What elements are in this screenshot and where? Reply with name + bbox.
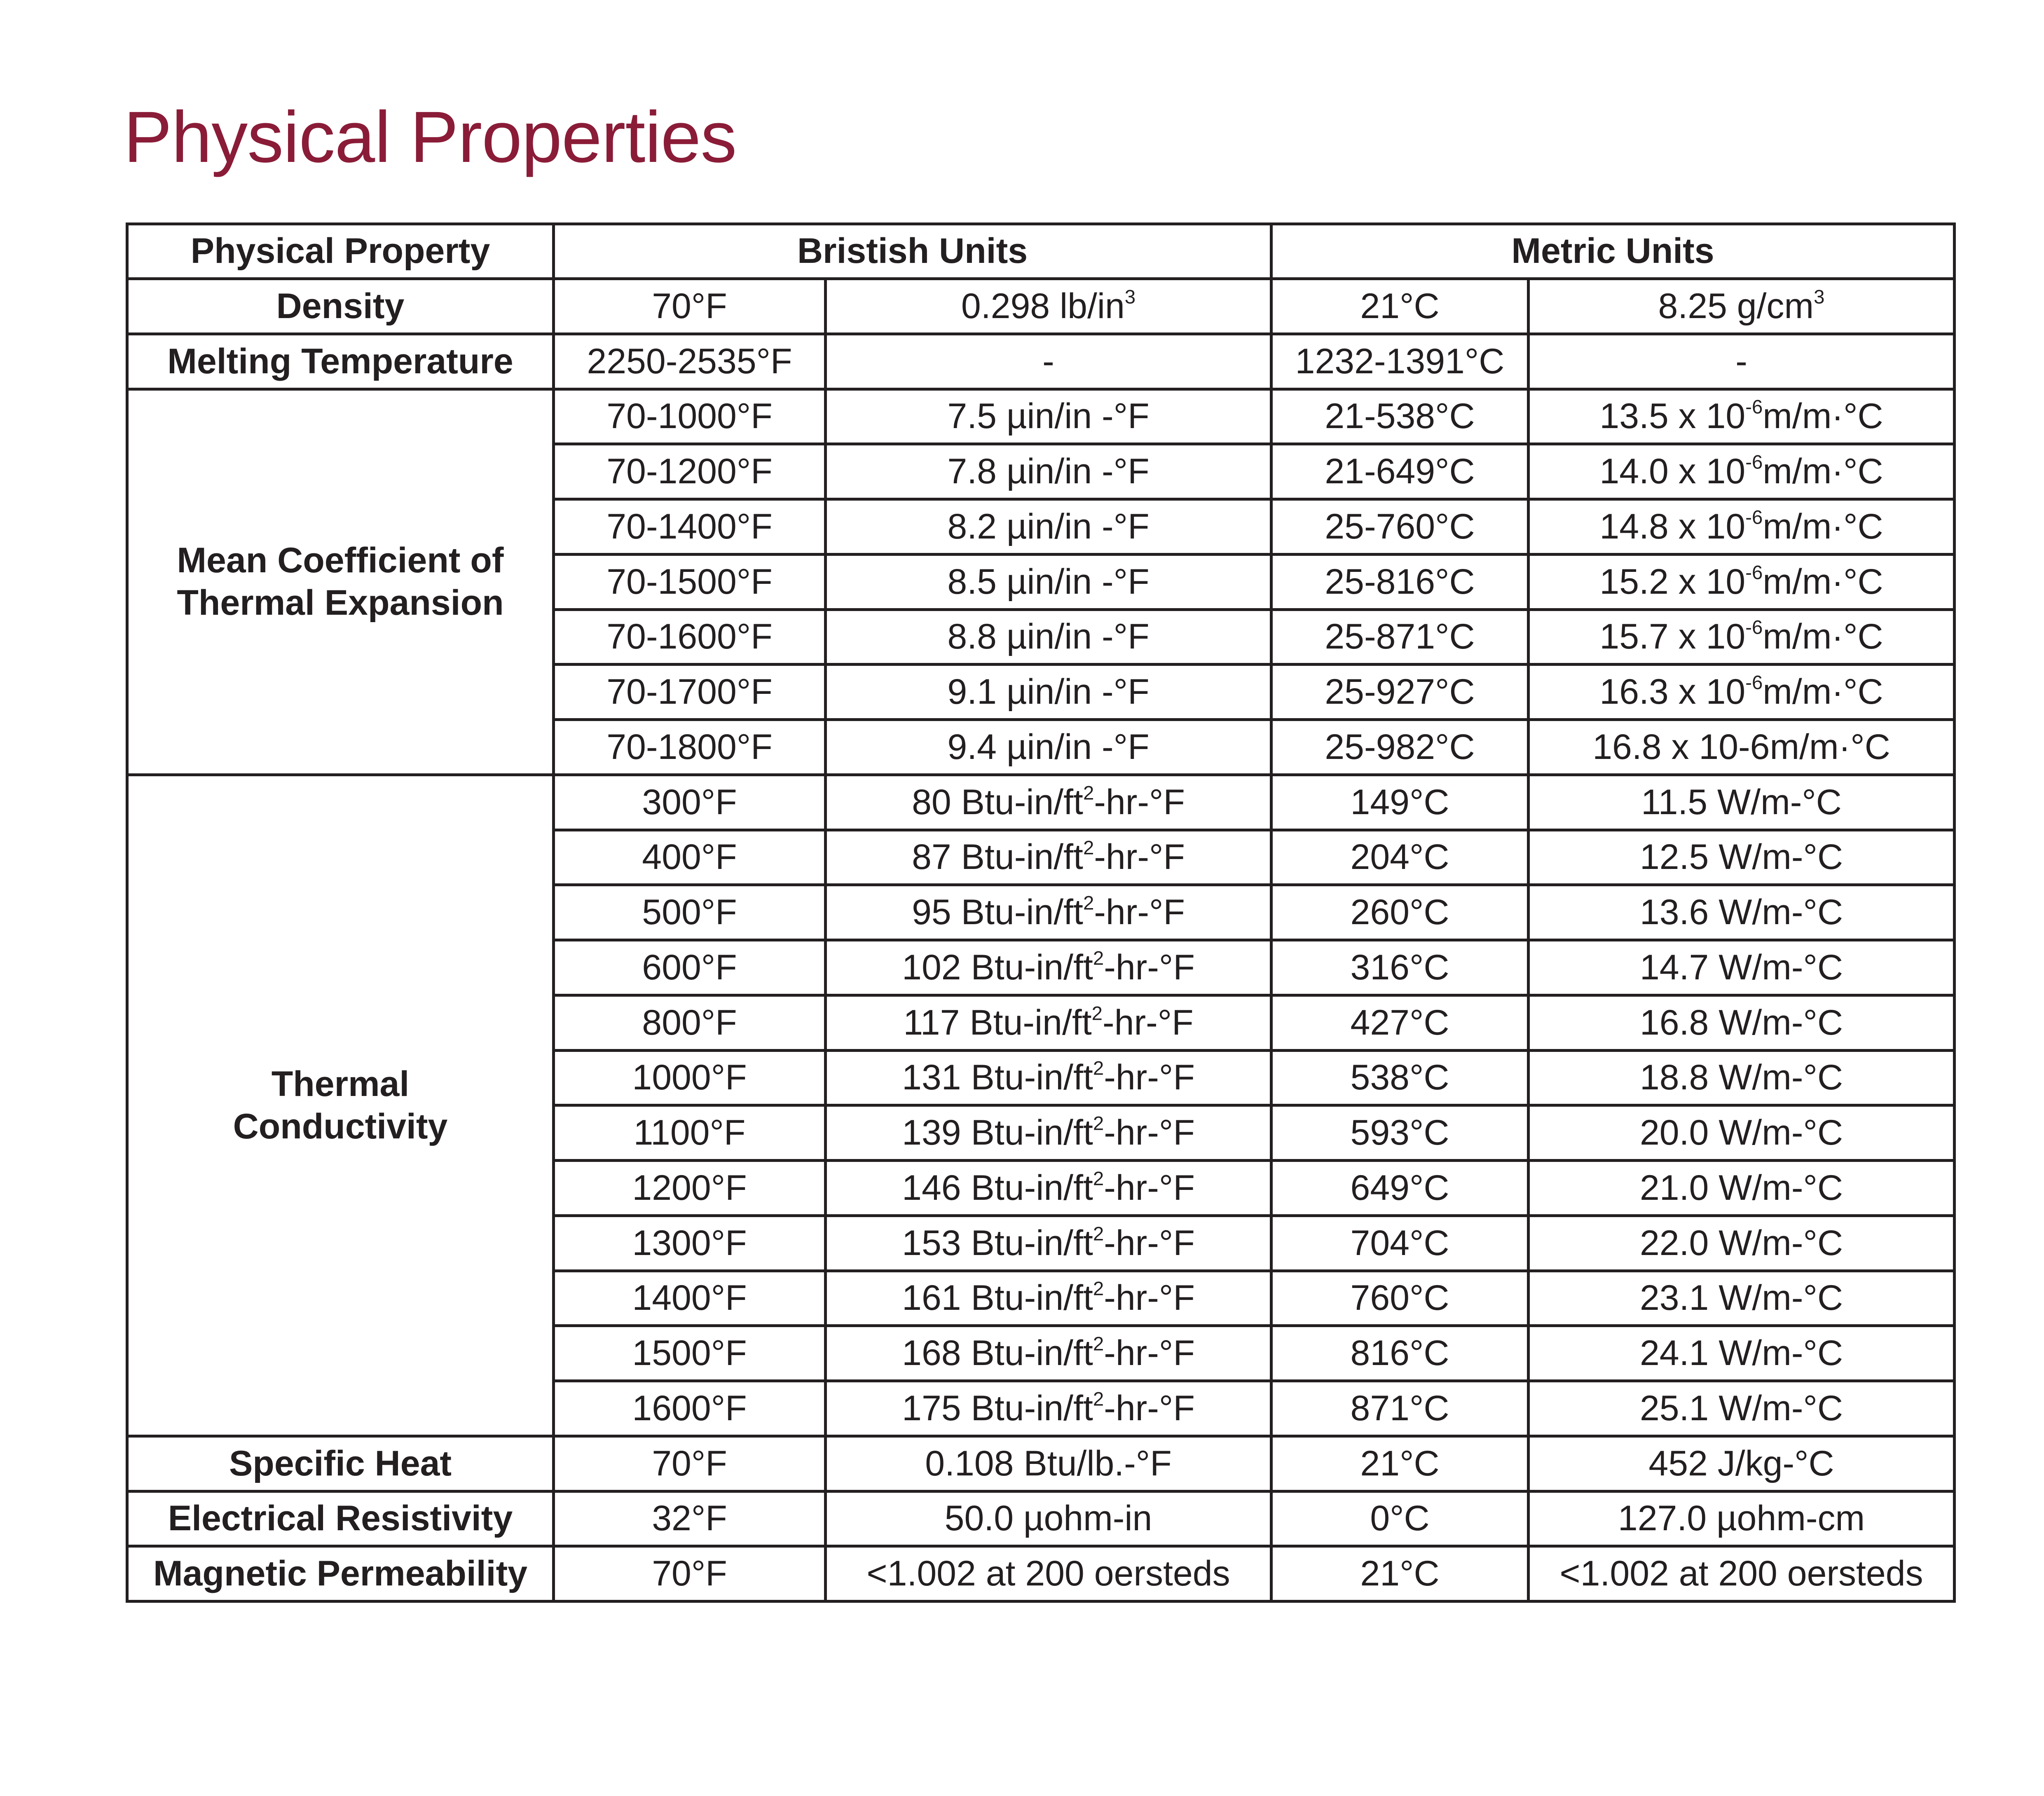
metric-temp: 25-982°C <box>1271 720 1529 775</box>
superscript: 2 <box>1093 1223 1104 1245</box>
property-thermal-expansion: Mean Coefficient of Thermal Expansion <box>127 389 554 775</box>
british-temp: 70-1700°F <box>554 665 826 720</box>
metric-value <box>1529 499 1955 555</box>
british-value <box>826 1326 1271 1381</box>
british-value: - <box>826 334 1271 389</box>
property-thermal-conductivity: Thermal Conductivity <box>127 775 554 1436</box>
british-value <box>826 885 1271 940</box>
metric-value <box>1529 720 1955 775</box>
british-temp: 70-1000°F <box>554 389 826 444</box>
superscript: 2 <box>1093 1057 1104 1079</box>
metric-temp: 25-816°C <box>1271 554 1529 609</box>
metric-temp: 25-927°C <box>1271 665 1529 720</box>
british-temp: 1300°F <box>554 1215 826 1271</box>
british-temp: 1100°F <box>554 1105 826 1161</box>
metric-temp: 760°C <box>1271 1271 1529 1326</box>
british-value: 8.5 µin/in -°F <box>826 554 1271 609</box>
value-text: 161 Btu-in/ft <box>902 1278 1093 1318</box>
british-temp: 32°F <box>554 1491 826 1546</box>
value-text: 13.5 x 10 <box>1599 396 1746 436</box>
superscript: -6 <box>1745 506 1763 529</box>
british-value <box>826 775 1271 830</box>
british-temp: 70-1800°F <box>554 720 826 775</box>
metric-value: 452 J/kg-°C <box>1529 1436 1955 1491</box>
british-value: 8.8 µin/in -°F <box>826 609 1271 665</box>
table-row <box>127 334 1955 389</box>
british-temp: 1500°F <box>554 1326 826 1381</box>
physical-properties-table <box>126 222 1956 1603</box>
value-text: 168 Btu-in/ft <box>902 1333 1093 1373</box>
value-unit: -hr-°F <box>1104 1333 1195 1373</box>
value-text: 14.0 x 10 <box>1599 452 1746 492</box>
superscript: -6 <box>1745 562 1763 584</box>
british-value: 50.0 µohm-in <box>826 1491 1271 1546</box>
british-temp: 500°F <box>554 885 826 940</box>
value-unit: m/m·°C <box>1763 672 1883 712</box>
british-temp: 300°F <box>554 775 826 830</box>
value-text: 146 Btu-in/ft <box>902 1168 1093 1208</box>
metric-temp: 21°C <box>1271 279 1529 334</box>
metric-temp: 25-871°C <box>1271 609 1529 665</box>
metric-value: 18.8 W/m-°C <box>1529 1050 1955 1105</box>
metric-temp: 149°C <box>1271 775 1529 830</box>
header-british-units: Bristish Units <box>554 224 1271 279</box>
metric-temp: 204°C <box>1271 830 1529 885</box>
value-text: 0.298 lb/in <box>961 286 1125 326</box>
british-value <box>826 1215 1271 1271</box>
superscript: 2 <box>1093 1333 1104 1355</box>
metric-temp: 427°C <box>1271 995 1529 1050</box>
metric-value: - <box>1529 334 1955 389</box>
british-value: 0.108 Btu/lb.-°F <box>826 1436 1271 1491</box>
british-value <box>826 830 1271 885</box>
value-text: 16.8 x 10-6m/m·°C <box>1592 727 1890 767</box>
table-row <box>127 1546 1955 1602</box>
british-value: 7.5 µin/in -°F <box>826 389 1271 444</box>
metric-temp: 1232-1391°C <box>1271 334 1529 389</box>
value-unit: -hr-°F <box>1104 1168 1195 1208</box>
british-value <box>826 1105 1271 1161</box>
value-text: 175 Btu-in/ft <box>902 1388 1093 1428</box>
metric-value <box>1529 444 1955 499</box>
british-value <box>826 940 1271 995</box>
metric-temp: 593°C <box>1271 1105 1529 1161</box>
british-temp: 1200°F <box>554 1161 826 1216</box>
value-text: 139 Btu-in/ft <box>902 1113 1093 1153</box>
value-text: 15.7 x 10 <box>1599 617 1746 657</box>
property-electrical-resistivity: Electrical Resistivity <box>127 1491 554 1546</box>
metric-temp: 649°C <box>1271 1161 1529 1216</box>
superscript: -6 <box>1745 451 1763 473</box>
metric-value: 24.1 W/m-°C <box>1529 1326 1955 1381</box>
header-row <box>127 224 1955 279</box>
metric-value: 12.5 W/m-°C <box>1529 830 1955 885</box>
british-temp: 70°F <box>554 1546 826 1602</box>
british-temp: 600°F <box>554 940 826 995</box>
table-row <box>127 775 1955 830</box>
value-text: 80 Btu-in/ft <box>912 782 1083 822</box>
metric-temp: 21-538°C <box>1271 389 1529 444</box>
metric-value <box>1529 665 1955 720</box>
value-text: 8.25 g/cm <box>1658 286 1814 326</box>
value-unit: -hr-°F <box>1104 1058 1195 1098</box>
superscript: 2 <box>1083 782 1094 804</box>
metric-value: 16.8 W/m-°C <box>1529 995 1955 1050</box>
british-temp: 1600°F <box>554 1381 826 1436</box>
metric-value: 22.0 W/m-°C <box>1529 1215 1955 1271</box>
superscript: 2 <box>1083 837 1094 859</box>
value-text: 102 Btu-in/ft <box>902 947 1093 987</box>
british-value: 9.1 µin/in -°F <box>826 665 1271 720</box>
value-unit: -hr-°F <box>1104 1223 1195 1263</box>
british-value <box>826 995 1271 1050</box>
british-value: <1.002 at 200 oersteds <box>826 1546 1271 1602</box>
metric-temp: 871°C <box>1271 1381 1529 1436</box>
value-unit: -hr-°F <box>1104 1113 1195 1153</box>
property-density: Density <box>127 279 554 334</box>
british-value: 8.2 µin/in -°F <box>826 499 1271 555</box>
value-text: 153 Btu-in/ft <box>902 1223 1093 1263</box>
superscript: -6 <box>1745 672 1763 694</box>
superscript: 2 <box>1083 892 1094 914</box>
british-value <box>826 1381 1271 1436</box>
superscript: 3 <box>1124 286 1136 308</box>
metric-temp: 21-649°C <box>1271 444 1529 499</box>
superscript: -6 <box>1745 396 1763 418</box>
property-specific-heat: Specific Heat <box>127 1436 554 1491</box>
value-unit: -hr-°F <box>1094 782 1185 822</box>
superscript: -6 <box>1745 616 1763 639</box>
metric-temp: 538°C <box>1271 1050 1529 1105</box>
british-temp: 70-1400°F <box>554 499 826 555</box>
british-temp: 2250-2535°F <box>554 334 826 389</box>
value-text: 16.3 x 10 <box>1599 672 1746 712</box>
metric-value <box>1529 554 1955 609</box>
british-value: 9.4 µin/in -°F <box>826 720 1271 775</box>
superscript: 2 <box>1093 947 1104 969</box>
value-unit: -hr-°F <box>1102 1002 1194 1042</box>
property-magnetic-permeability: Magnetic Permeability <box>127 1546 554 1602</box>
british-value <box>826 1161 1271 1216</box>
value-unit: m/m·°C <box>1763 452 1883 492</box>
british-temp: 70°F <box>554 279 826 334</box>
metric-temp: 816°C <box>1271 1326 1529 1381</box>
value-text: 87 Btu-in/ft <box>912 837 1083 877</box>
british-temp: 400°F <box>554 830 826 885</box>
superscript: 2 <box>1091 1002 1103 1025</box>
value-unit: -hr-°F <box>1104 1278 1195 1318</box>
british-value: 7.8 µin/in -°F <box>826 444 1271 499</box>
metric-temp: 316°C <box>1271 940 1529 995</box>
value-unit: -hr-°F <box>1104 947 1195 987</box>
header-metric-units: Metric Units <box>1271 224 1955 279</box>
thermal-expansion-group <box>127 389 1955 775</box>
metric-temp: 260°C <box>1271 885 1529 940</box>
british-temp: 800°F <box>554 995 826 1050</box>
value-unit: m/m·°C <box>1763 396 1883 436</box>
metric-value: 20.0 W/m-°C <box>1529 1105 1955 1161</box>
value-text: 14.8 x 10 <box>1599 506 1746 546</box>
metric-value: <1.002 at 200 oersteds <box>1529 1546 1955 1602</box>
value-unit: m/m·°C <box>1763 506 1883 546</box>
metric-value: 25.1 W/m-°C <box>1529 1381 1955 1436</box>
metric-value: 21.0 W/m-°C <box>1529 1161 1955 1216</box>
metric-value: 13.6 W/m-°C <box>1529 885 1955 940</box>
metric-value: 23.1 W/m-°C <box>1529 1271 1955 1326</box>
value-unit: -hr-°F <box>1104 1388 1195 1428</box>
value-text: 95 Btu-in/ft <box>912 892 1083 932</box>
value-unit: m/m·°C <box>1763 617 1883 657</box>
metric-value <box>1529 609 1955 665</box>
value-unit: m/m·°C <box>1763 562 1883 602</box>
superscript: 3 <box>1814 286 1825 308</box>
thermal-conductivity-group <box>127 775 1955 1436</box>
metric-temp: 25-760°C <box>1271 499 1529 555</box>
british-temp: 1400°F <box>554 1271 826 1326</box>
value-text: 131 Btu-in/ft <box>902 1058 1093 1098</box>
superscript: 2 <box>1093 1168 1104 1190</box>
british-temp: 70°F <box>554 1436 826 1491</box>
metric-temp: 21°C <box>1271 1546 1529 1602</box>
value-unit: -hr-°F <box>1094 837 1185 877</box>
british-value <box>826 279 1271 334</box>
header-physical-property: Physical Property <box>127 224 554 279</box>
metric-temp: 0°C <box>1271 1491 1529 1546</box>
superscript: 2 <box>1093 1388 1104 1410</box>
metric-value <box>1529 279 1955 334</box>
table-row <box>127 279 1955 334</box>
value-text: 117 Btu-in/ft <box>903 1002 1092 1042</box>
metric-value: 127.0 µohm-cm <box>1529 1491 1955 1546</box>
metric-temp: 704°C <box>1271 1215 1529 1271</box>
british-temp: 70-1600°F <box>554 609 826 665</box>
metric-value: 14.7 W/m-°C <box>1529 940 1955 995</box>
superscript: 2 <box>1093 1278 1104 1300</box>
british-temp: 70-1500°F <box>554 554 826 609</box>
value-unit: -hr-°F <box>1094 892 1185 932</box>
british-value <box>826 1271 1271 1326</box>
british-temp: 1000°F <box>554 1050 826 1105</box>
page-title: Physical Properties <box>124 97 737 178</box>
table-row <box>127 389 1955 444</box>
superscript: 2 <box>1093 1112 1104 1135</box>
metric-value <box>1529 389 1955 444</box>
property-melting-temperature: Melting Temperature <box>127 334 554 389</box>
metric-value: 11.5 W/m-°C <box>1529 775 1955 830</box>
british-value <box>826 1050 1271 1105</box>
table-row <box>127 1491 1955 1546</box>
value-text: 15.2 x 10 <box>1599 562 1746 602</box>
table-row <box>127 1436 1955 1491</box>
british-temp: 70-1200°F <box>554 444 826 499</box>
metric-temp: 21°C <box>1271 1436 1529 1491</box>
